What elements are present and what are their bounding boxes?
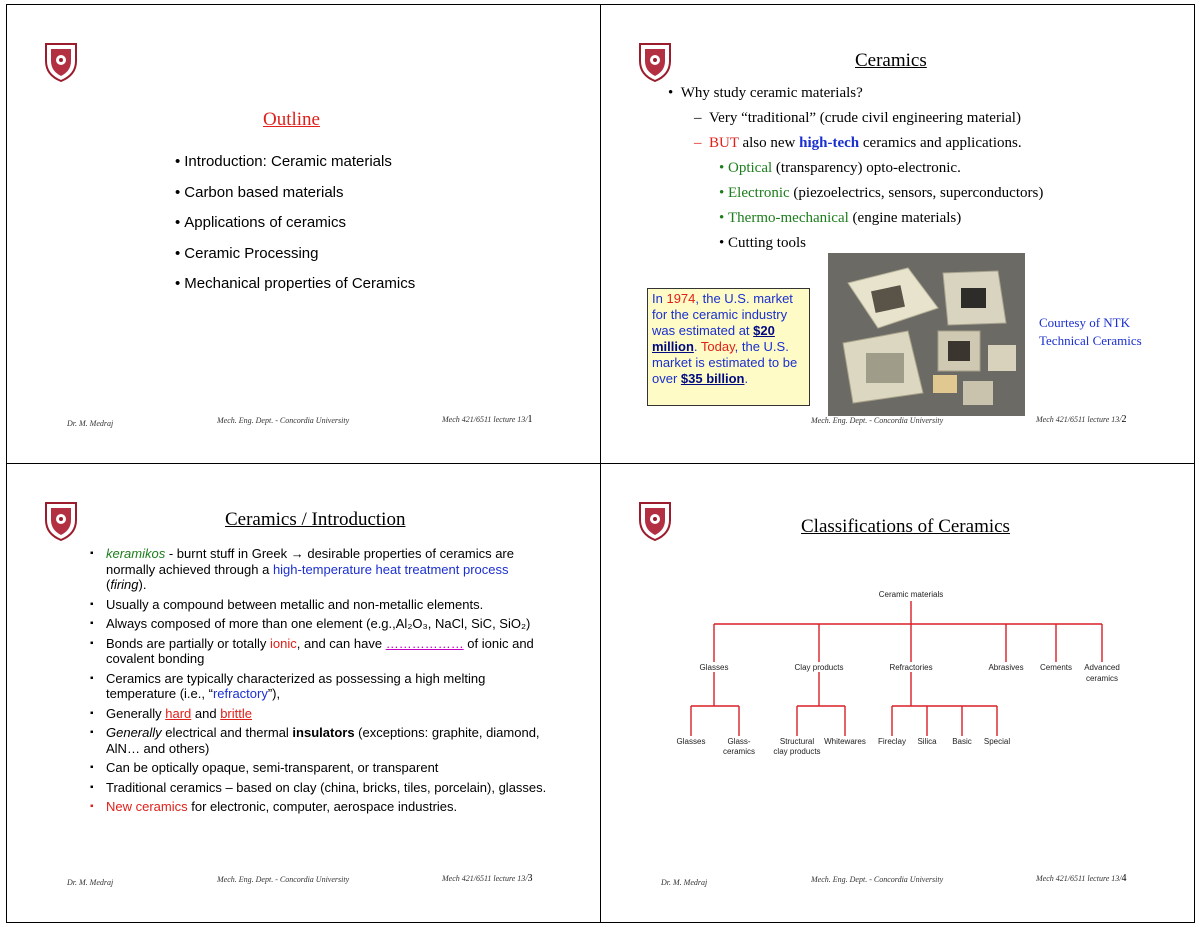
node-clay-products: Clay products	[794, 663, 844, 672]
node-advanced-ceramics: Advanced	[1084, 663, 1120, 672]
leaf-structural-clay: Structural	[779, 737, 815, 746]
list-item: • Mechanical properties of Ceramics	[175, 275, 415, 306]
leaf-structural-clay-line2: clay products	[773, 747, 821, 756]
leaf-fireclay: Fireclay	[877, 737, 907, 746]
list-item: ▪ Bonds are partially or totally ionic, and can have ……………… of ionic and covalent bonding	[90, 636, 550, 667]
footer-dept: Mech. Eng. Dept. - Concordia University	[811, 416, 944, 425]
list-item: ▪ keramikos - burnt stuff in Greek → desirable properties of ceramics are normally achieved through a high-temperature heat treatment process (firing).	[90, 546, 550, 593]
slide-title: Ceramics / Introduction	[225, 509, 406, 530]
intro-list	[90, 546, 550, 819]
slide-2	[600, 4, 1195, 464]
list-item: ▪ Generally hard and brittle	[90, 706, 550, 722]
footer-page: Mech 421/6511 lecture 13/3	[442, 873, 533, 884]
slide-3	[6, 463, 601, 923]
bullet-line: • Thermo-mechanical (engine materials)	[719, 210, 962, 226]
list-item: ▪ Traditional ceramics – based on clay (china, bricks, tiles, porcelain), glasses.	[90, 780, 550, 796]
footer-dept: Mech. Eng. Dept. - Concordia University	[217, 416, 350, 425]
university-crest-icon	[637, 41, 673, 83]
list-item: ▪ Usually a compound between metallic and non-metallic elements.	[90, 597, 550, 613]
footer-author: Dr. M. Medraj	[661, 878, 708, 887]
leaf-special: Special	[983, 737, 1011, 746]
leaf-glass-ceramics-line2: ceramics	[722, 747, 756, 756]
list-item: ▪ New ceramics for electronic, computer, aerospace industries.	[90, 799, 550, 815]
bullet-line: • Optical (transparency) opto-electronic.	[719, 160, 961, 176]
bullet-line: • Why study ceramic materials?	[668, 85, 863, 101]
slide-title: Classifications of Ceramics	[801, 516, 1010, 537]
leaf-whitewares: Whitewares	[824, 737, 866, 746]
list-item: • Carbon based materials	[175, 184, 415, 215]
footer-dept: Mech. Eng. Dept. - Concordia University	[811, 875, 944, 884]
slide-4	[600, 463, 1195, 923]
bullet-line: – Very “traditional” (crude civil engineering material)	[694, 110, 1021, 126]
footer-page: Mech 421/6511 lecture 13/2	[1036, 414, 1127, 425]
list-item: ▪ Generally electrical and thermal insulators (exceptions: graphite, diamond, AlN… and others)	[90, 725, 550, 756]
leaf-silica: Silica	[917, 737, 937, 746]
slide-title: Outline	[263, 109, 320, 130]
leaf-basic: Basic	[952, 737, 972, 746]
list-item: ▪ Ceramics are typically characterized as possessing a high melting temperature (i.e., “refractory”),	[90, 671, 550, 702]
list-item: • Ceramic Processing	[175, 245, 415, 276]
outline-list	[175, 153, 415, 306]
photo-credit: Courtesy of NTK Technical Ceramics	[1039, 315, 1142, 348]
list-item: • Introduction: Ceramic materials	[175, 153, 415, 184]
list-item: • Applications of ceramics	[175, 214, 415, 245]
footer-dept: Mech. Eng. Dept. - Concordia University	[217, 875, 350, 884]
node-refractories: Refractories	[889, 663, 933, 672]
bullet-line: • Electronic (piezoelectrics, sensors, superconductors)	[719, 185, 1044, 201]
slide-title: Ceramics	[855, 50, 927, 71]
node-advanced-ceramics-line2: ceramics	[1085, 674, 1119, 683]
footer-author: Dr. M. Medraj	[67, 419, 114, 428]
footer-page: Mech 421/6511 lecture 13/4	[1036, 873, 1127, 884]
node-abrasives: Abrasives	[988, 663, 1024, 672]
node-cements: Cements	[1039, 663, 1073, 672]
list-item: ▪ Always composed of more than one element (e.g.,Al₂O₃, NaCl, SiC, SiO₂)	[90, 616, 550, 632]
classification-tree	[601, 464, 1195, 923]
slide-1	[6, 4, 601, 464]
market-callout: In 1974, the U.S. market for the ceramic industry was estimated at $20 million. Today, the U.S. market is estimated to be over $35 billion.	[647, 288, 810, 406]
node-root: Ceramic materials	[878, 590, 944, 599]
university-crest-icon	[43, 41, 79, 83]
leaf-glass-ceramics: Glass-	[727, 737, 751, 746]
university-crest-icon	[43, 500, 79, 542]
ceramic-components-photo	[828, 253, 1025, 416]
footer-page: Mech 421/6511 lecture 13/1	[442, 414, 533, 425]
node-glasses: Glasses	[699, 663, 729, 672]
bullet-line: – BUT also new high-tech ceramics and applications.	[694, 135, 1022, 151]
list-item: ▪ Can be optically opaque, semi-transparent, or transparent	[90, 760, 550, 776]
bullet-line: • Cutting tools	[719, 235, 806, 251]
footer-author: Dr. M. Medraj	[67, 878, 114, 887]
leaf-glasses: Glasses	[676, 737, 706, 746]
